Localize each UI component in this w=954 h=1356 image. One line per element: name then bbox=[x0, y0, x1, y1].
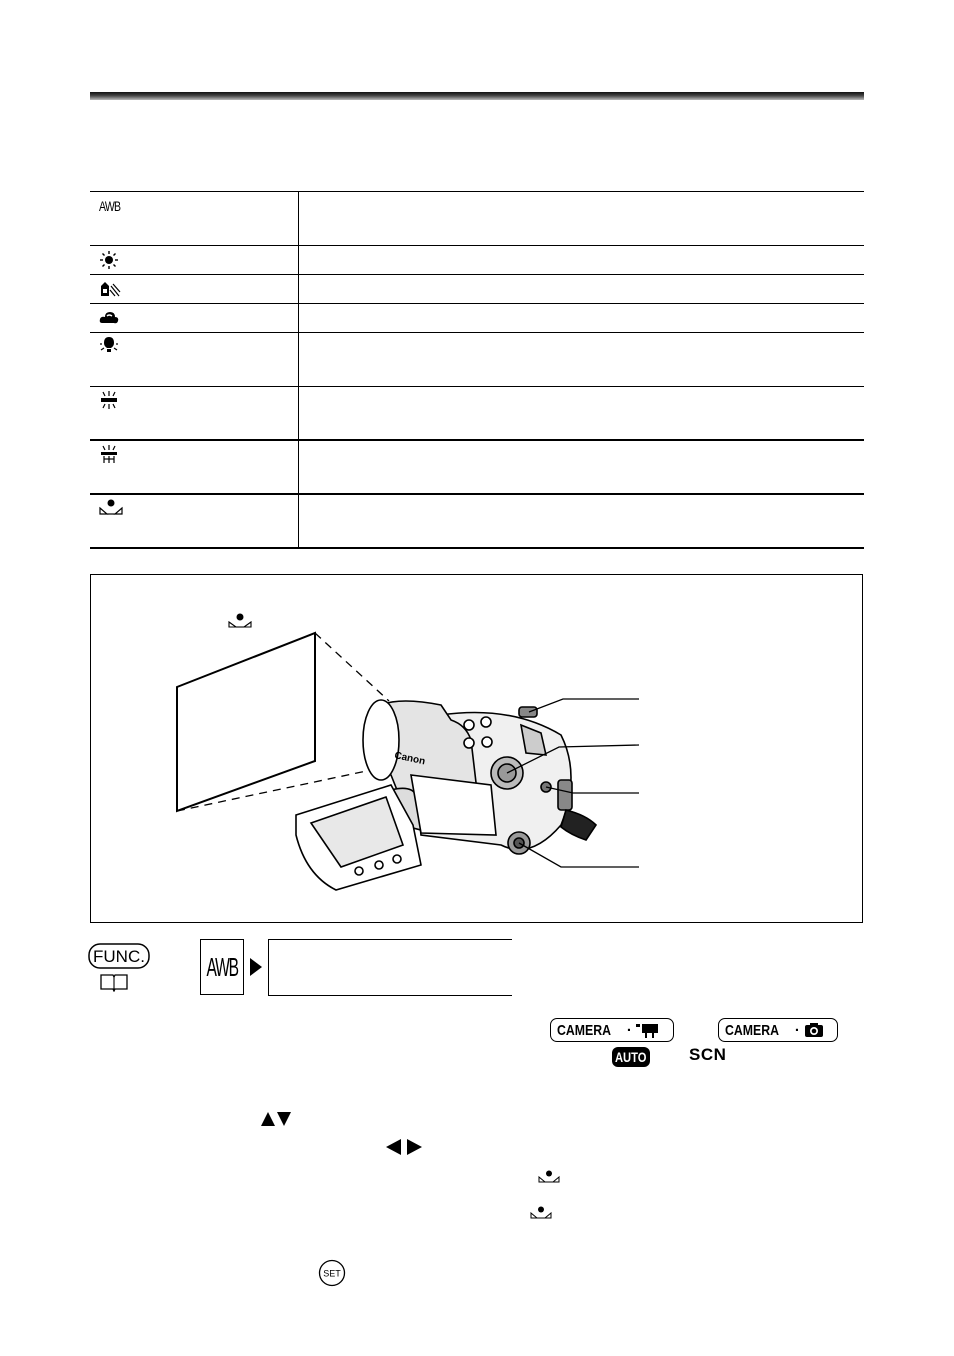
table-row-divider bbox=[90, 274, 864, 275]
header-rule bbox=[90, 92, 864, 100]
daylight-icon bbox=[99, 250, 119, 270]
table-top-rule bbox=[90, 191, 864, 192]
awb-icon: AWB bbox=[99, 198, 121, 214]
custom-wb-icon bbox=[530, 1206, 552, 1225]
custom-wb-icon bbox=[99, 498, 123, 516]
awb-tile-label: AWB bbox=[206, 951, 238, 982]
table-row-divider bbox=[90, 245, 864, 246]
custom-wb-icon bbox=[229, 614, 251, 628]
custom-white-balance-illustration bbox=[91, 575, 864, 924]
camera-movie-mode-badge: CAMERA · bbox=[550, 1018, 674, 1042]
func-button-icon bbox=[88, 943, 150, 974]
fluorescent-h-icon bbox=[99, 444, 119, 464]
set-button-label: SET bbox=[323, 1268, 341, 1279]
auto-mode-badge: AUTO bbox=[612, 1047, 650, 1067]
movie-camera-icon bbox=[636, 1022, 660, 1038]
table-row-divider bbox=[90, 493, 864, 495]
book-reference-icon bbox=[99, 972, 129, 997]
table-column-divider bbox=[298, 191, 299, 549]
arrow-right-icon bbox=[250, 958, 262, 976]
fluorescent-icon bbox=[99, 390, 119, 410]
custom-wb-icon bbox=[538, 1170, 560, 1189]
shade-icon bbox=[99, 278, 121, 298]
scene-mode-label: SCN bbox=[689, 1045, 727, 1064]
table-row-divider bbox=[90, 303, 864, 304]
table-row-divider bbox=[90, 386, 864, 387]
table-bottom-rule bbox=[90, 547, 864, 549]
func-label: FUNC. bbox=[93, 947, 145, 966]
table-row-divider bbox=[90, 439, 864, 441]
cloudy-icon bbox=[99, 308, 119, 326]
menu-setting-box bbox=[268, 939, 512, 996]
left-right-arrows-icon bbox=[385, 1138, 425, 1161]
camera-photo-mode-badge: CAMERA · bbox=[718, 1018, 838, 1042]
still-camera-icon bbox=[804, 1022, 824, 1038]
white-card bbox=[177, 633, 315, 811]
up-down-arrows-icon bbox=[260, 1110, 292, 1133]
set-button-icon bbox=[318, 1259, 346, 1292]
table-row-divider bbox=[90, 332, 864, 333]
camcorder-brand: Canon bbox=[393, 750, 427, 768]
current-setting-tile bbox=[200, 939, 244, 995]
tungsten-icon bbox=[99, 335, 119, 355]
white-balance-table bbox=[90, 191, 864, 549]
illustration-frame bbox=[90, 574, 863, 923]
